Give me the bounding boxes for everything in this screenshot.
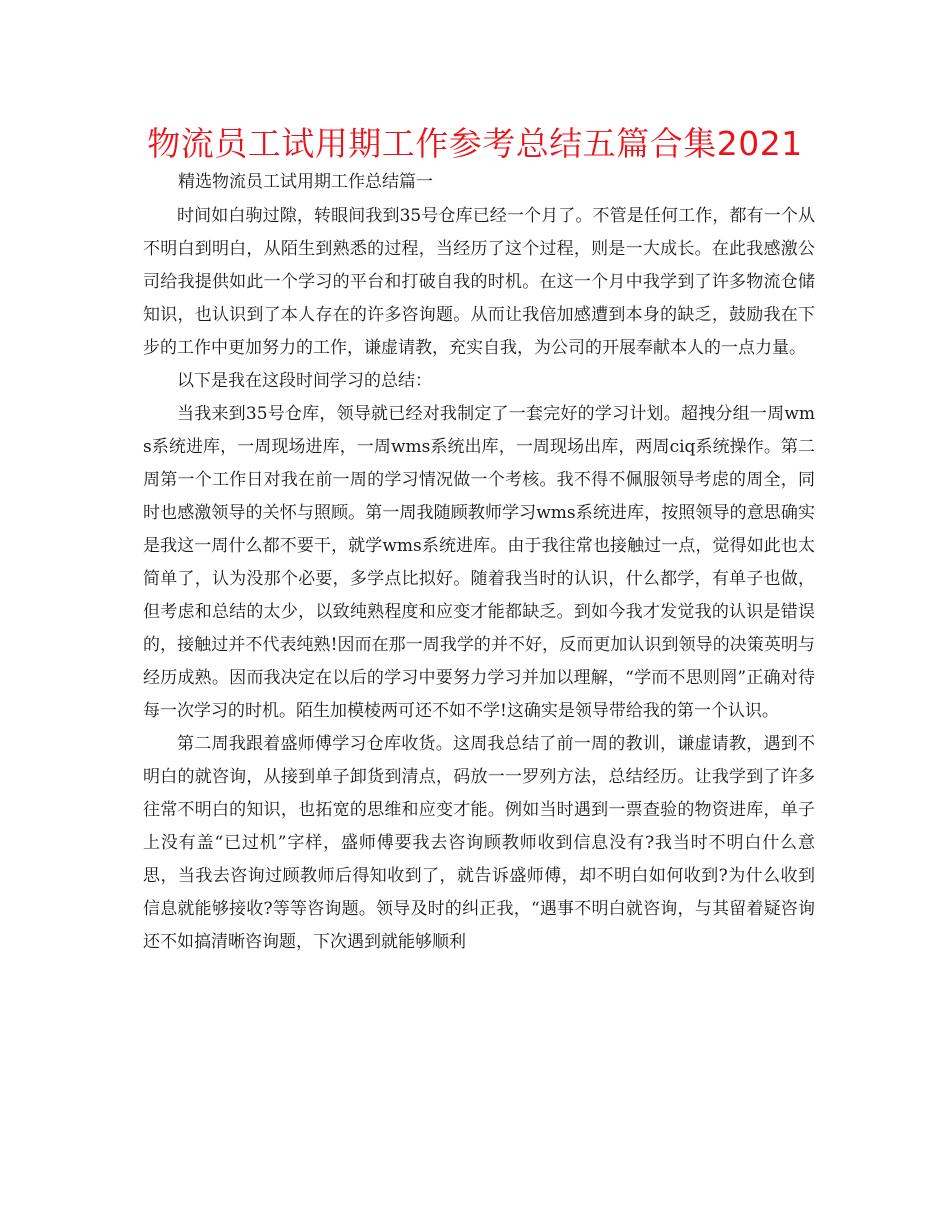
document-title: 物流员工试用期工作参考总结五篇合集2021 — [147, 124, 803, 163]
paragraph: 时间如白驹过隙，转眼间我到35号仓库已经一个月了。不管是任何工作，都有一个从不明白到明白，从陌生到熟悉的过程，当经历了这个过程，则是一大成长。在此我感激公司给我提供如此一个学习的平台和打破自我的时机。在这一个月中我学到了许多物流仓储知识，也认识到了本人存在的许多咨询题。从而让我倍加感遭到本身的缺乏，鼓励我在下步的工作中更加努力的工作，谦虚请教，充实自我，为公司的开展奉献本人的一点力量。 — [143, 206, 815, 358]
paragraph: 当我来到35号仓库，领导就已经对我制定了一套完好的学习计划。超拽分组一周wms系统进库，一周现场进库，一周wms系统出库，一周现场出库，两周ciq系统操作。第二周第一个工作日对我在前一周的学习情况做一个考核。我不得不佩服领导考虑的周全，同时也感激领导的关怀与照顾。第一周我随顾教师学习wms系统进库，按照领导的意思确实是我这一周什么都不要干，就学wms系统进库。由于我往常也接触过一点，觉得如此也太简单了，认为没那个必要，多学点比拟好。随着我当时的认识，什么都学，有单子也做，但考虑和总结的太少，以致纯熟程度和应变才能都缺乏。到如今我才发觉我的认识是错误的，接触过并不代表纯熟!因而在那一周我学的并不好，反而更加认识到领导的决策英明与经历成熟。因而我决定在以后的学习中要努力学习并加以理解，“学而不思则罔”正确对待每一次学习的时机。陌生加模棱两可还不如不学!这确实是领导带给我的第一个认识。 — [143, 404, 815, 721]
paragraph: 以下是我在这段时间学习的总结： — [177, 371, 432, 391]
paragraph: 第二周我跟着盛师傅学习仓库收货。这周我总结了前一周的教训，谦虚请教，遇到不明白的就咨询，从接到单子卸货到清点，码放一一罗列方法，总结经历。让我学到了许多往常不明白的知识，也拓宽的思维和应变才能。例如当时遇到一票查验的物资进库，单子上没有盖“已过机”字样，盛师傅要我去咨询顾教师收到信息没有?我当时不明白什么意思，当我去咨询过顾教师后得知收到了，就告诉盛师傅，却不明白如何收到?为什么收到信息就能够接收?等等咨询题。领导及时的纠正我，“遇事不明白就咨询，与其留着疑咨询还不如搞清晰咨询题，下次遇到就能够顺利 — [143, 734, 815, 952]
document-subtitle: 精选物流员工试用期工作总结篇一 — [178, 172, 433, 192]
document-body — [143, 200, 815, 959]
